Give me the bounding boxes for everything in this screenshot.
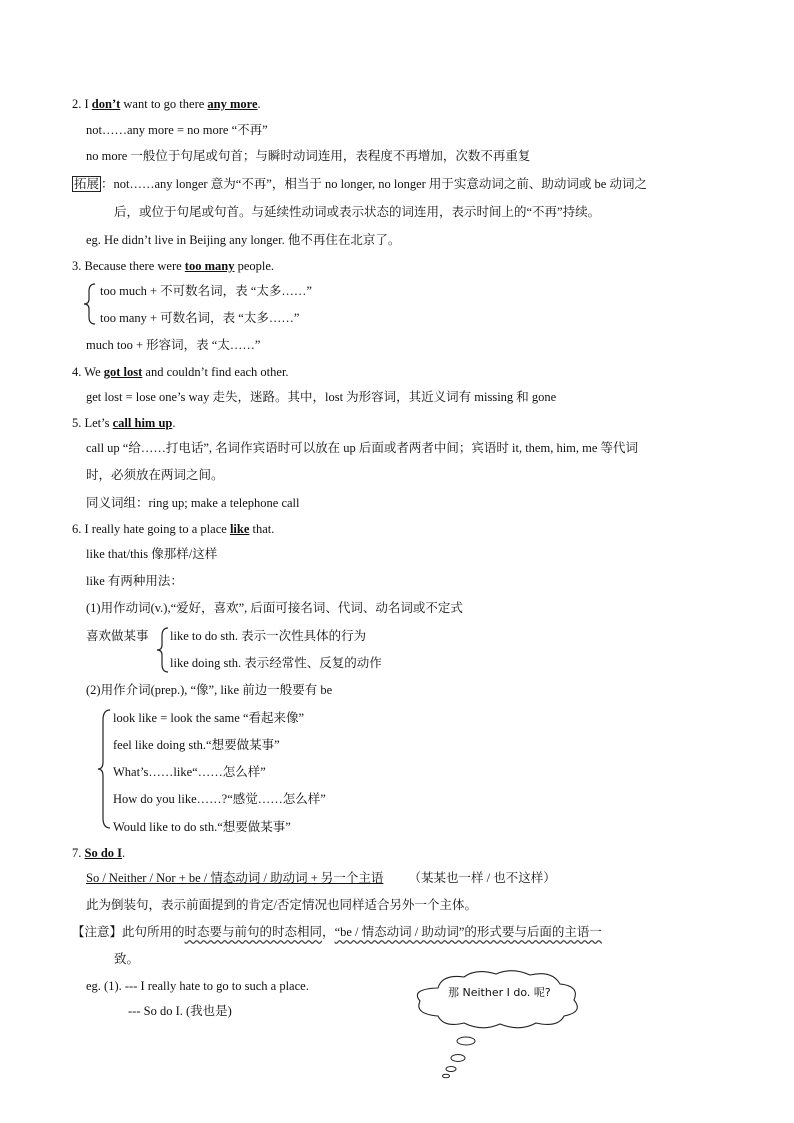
keyword-like: like	[229, 522, 250, 536]
keyword-any-more: any more	[207, 97, 258, 111]
brace-too-much-many	[82, 282, 98, 326]
keyword-dont: don’t	[91, 97, 121, 111]
much-too-line: much too + 形容词，表 “太……”	[86, 338, 261, 352]
keyword-so-do-i: So do I	[84, 846, 123, 860]
item-7-formula	[86, 870, 556, 886]
item-5-line-1: call up “给……打电话”, 名词作宾语时可以放在 up 后面或者两者中间；宾语时 it, them, him, me 等代词	[86, 441, 639, 455]
formula-note: （某某也一样 / 也不这样）	[408, 871, 556, 885]
extension-note: 拓展 ：not……any longer 意为“不再”，相当于 no longer, no longer 用于实意动词之前、助动词或 be 动词之	[74, 177, 647, 191]
too-much-line: too much + 不可数名词，表 “太多……”	[100, 284, 312, 298]
attention-label: 【注意】	[72, 925, 123, 939]
keyword-too-many: too many	[184, 259, 235, 273]
item-6-sentence: 6. I really hate going to a place like that.	[72, 522, 275, 536]
thought-bubble-text: 那 Neither I do. 呢?	[448, 986, 551, 999]
whats-like-line: What’s……like“……怎么样”	[113, 765, 266, 779]
would-like-line: Would like to do sth.“想要做某事”	[113, 820, 291, 834]
brace-like-verb	[155, 626, 171, 674]
like-verb-heading: 喜欢做某事	[86, 629, 149, 643]
item-4-sentence: 4. We got lost and couldn’t find each other.	[72, 365, 289, 379]
item-6-line-2: like 有两种用法：	[86, 574, 183, 588]
item-7-example-1: eg. (1). --- I really hate to go to such a place.	[86, 979, 309, 993]
item-6-line-1: like that/this 像那样/这样	[86, 547, 218, 561]
brace-like-prep	[96, 708, 112, 830]
attention-note-cont: 致。	[114, 952, 140, 966]
item-7-example-2: --- So do I. (我也是)	[128, 1004, 232, 1018]
how-do-you-like-line: How do you like……?“感觉……怎么样”	[113, 792, 326, 806]
keyword-call-him-up: call him up	[112, 416, 173, 430]
keyword-got-lost: got lost	[103, 365, 143, 379]
item-5-line-3: 同义词组：ring up; make a telephone call	[86, 496, 300, 510]
too-many-line: too many + 可数名词，表 “太多……”	[100, 311, 300, 325]
item-6-line-4: (2)用作介词(prep.), “像”, like 前边一般要有 be	[86, 683, 333, 697]
like-doing-line: like doing sth. 表示经常性、反复的动作	[170, 656, 382, 670]
item-2-line-2: no more 一般位于句尾或句首；与瞬时动词连用，表程度不再增加，次数不再重复	[86, 149, 531, 163]
item-5-line-2: 时，必须放在两词之间。	[86, 468, 224, 482]
item-2-sentence: 2. I don’t want to go there any more.	[72, 97, 261, 111]
item-2-example: eg. He didn’t live in Beijing any longer. 他不再住在北京了。	[86, 233, 401, 247]
look-like-line: look like = look the same “看起来像”	[113, 711, 305, 725]
extension-note-cont: 后，或位于句尾或句首。与延续性动词或表示状态的词连用，表示时间上的“不再”持续。	[114, 205, 601, 219]
item-7-sentence: 7. So do I.	[72, 846, 126, 860]
item-3-sentence: 3. Because there were too many people.	[72, 259, 275, 273]
feel-like-line: feel like doing sth.“想要做某事”	[113, 738, 280, 752]
formula-text: So / Neither / Nor + be / 情态动词 / 助动词 + 另一个主语	[86, 871, 384, 885]
item-7-line-2: 此为倒装句，表示前面提到的肯定/否定情况也同样适合另外一个主体。	[86, 898, 477, 912]
attention-note: 【注意】此句所用的时态要与前句的时态相同，“be / 情态动词 / 助动词”的形式要与后面的主语一	[72, 925, 602, 939]
extension-label: 拓展	[74, 177, 100, 191]
item-4-line-1: get lost = lose one’s way 走失，迷路。其中，lost 为形容词，其近义词有 missing 和 gone	[86, 390, 557, 404]
item-5-sentence: 5. Let’s call him up.	[72, 416, 176, 430]
like-to-do-line: like to do sth. 表示一次性具体的行为	[170, 629, 367, 643]
item-6-line-3: (1)用作动词(v.),“爱好，喜欢”, 后面可接名词、代词、动名词或不定式	[86, 601, 463, 615]
item-2-line-1: not……any more = no more “不再”	[86, 123, 268, 137]
